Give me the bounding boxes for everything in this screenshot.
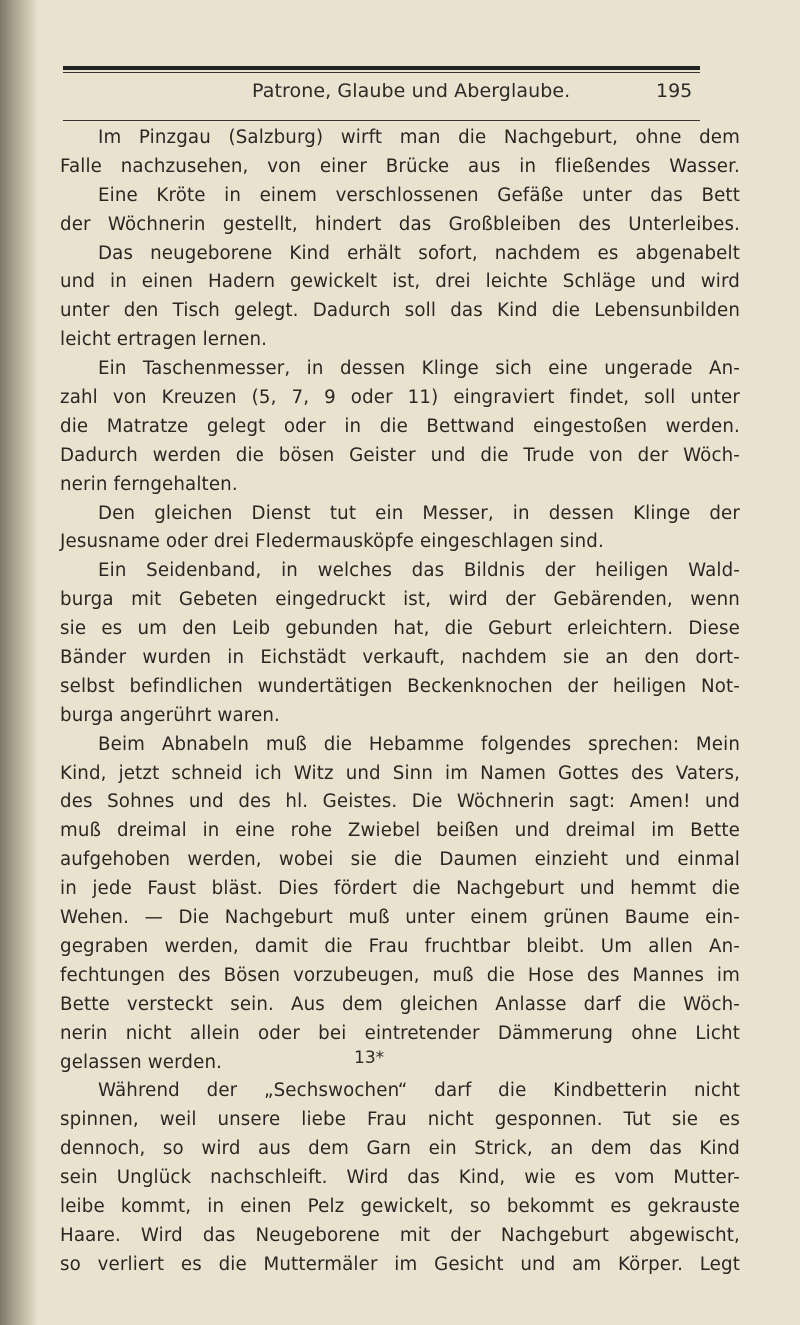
text-line: gegraben werden, damit die Frau fruchtbar bleibt. Um allen An- [60, 935, 740, 957]
text-line: gelassen werden. [60, 1051, 223, 1073]
text-line: aufgehoben werden, wobei sie die Daumen einzieht und einmal [60, 849, 740, 871]
text-line: leibe kommt, in einen Pelz gewickelt, so bekommt es gekrauste [60, 1195, 740, 1217]
text-line: Ein Seidenband, in welches das Bildnis der heiligen Wald- [98, 560, 740, 582]
text-line: Kind, jetzt schneid ich Witz und Sinn im Namen Gottes des Vaters, [60, 762, 740, 784]
text-line: selbst befindlichen wundertätigen Beckenknochen der heiligen Not- [60, 675, 740, 697]
text-line: Bette versteckt sein. Aus dem gleichen Anlasse darf die Wöch- [60, 993, 740, 1015]
text-line: fechtungen des Bösen vorzubeugen, muß die Hose des Mannes im [60, 964, 740, 986]
body-text [60, 124, 740, 1280]
text-line: der Wöchnerin gestellt, hindert das Großbleiben des Unterleibes. [60, 213, 740, 235]
book-page [60, 0, 780, 1325]
text-line: Falle nachzusehen, von einer Brücke aus in fließendes Wasser. [60, 155, 740, 177]
text-line: Den gleichen Dienst tut ein Messer, in dessen Klinge der [98, 502, 740, 524]
header-rule-thick [63, 66, 700, 70]
text-line: sie es um den Leib gebunden hat, die Geburt erleichtern. Diese [60, 618, 740, 640]
text-line: Dadurch werden die bösen Geister und die Trude von der Wöch- [60, 444, 740, 466]
text-line: Während der „Sechswochen“ darf die Kindbetterin nicht [98, 1080, 740, 1102]
text-line: die Matratze gelegt oder in die Bettwand eingestoßen werden. [60, 415, 740, 437]
text-line: Im Pinzgau (Salzburg) wirft man die Nachgeburt, ohne dem [98, 127, 740, 148]
text-line: Wehen. — Die Nachgeburt muß unter einem grünen Baume ein- [60, 907, 740, 929]
text-line: Bänder wurden in Eichstädt verkauft, nachdem sie an den dort- [60, 647, 740, 669]
text-line: muß dreimal in eine rohe Zwiebel beißen und dreimal im Bette [60, 820, 740, 842]
text-line: so verliert es die Muttermäler im Gesicht und am Körper. Legt [60, 1253, 740, 1275]
text-line: nerin nicht allein oder bei eintretender Dämmerung ohne Licht [60, 1022, 740, 1044]
text-line: Eine Kröte in einem verschlossenen Gefäße unter das Bett [98, 184, 740, 206]
text-line: dennoch, so wird aus dem Garn ein Strick, an dem das Kind [60, 1138, 740, 1160]
text-line: sein Unglück nachschleift. Wird das Kind, wie es vom Mutter- [60, 1167, 740, 1189]
text-line: burga angerührt waren. [60, 704, 280, 726]
text-line: burga mit Gebeten eingedruckt ist, wird der Gebärenden, wenn [60, 589, 740, 611]
text-line: Jesusname oder drei Fledermausköpfe eingeschlagen sind. [60, 531, 604, 553]
running-head: Patrone, Glaube und Aberglaube. [252, 80, 571, 102]
text-line: Haare. Wird das Neugeborene mit der Nachgeburt abgewischt, [60, 1224, 740, 1246]
text-line: unter den Tisch gelegt. Dadurch soll das Kind die Lebensunbilden [60, 300, 740, 322]
text-line: und in einen Hadern gewickelt ist, drei leichte Schläge und wird [60, 271, 740, 293]
text-line: spinnen, weil unsere liebe Frau nicht gesponnen. Tut sie es [60, 1109, 740, 1131]
text-line: des Sohnes und des hl. Geistes. Die Wöchnerin sagt: Amen! und [60, 791, 740, 813]
text-line: Ein Taschenmesser, in dessen Klinge sich eine ungerade An- [98, 358, 740, 380]
text-line: zahl von Kreuzen (5, 7, 9 oder 11) eingraviert findet, soll unter [60, 387, 740, 409]
header-rule-bottom [63, 120, 700, 121]
header-rule-thin [63, 72, 700, 73]
text-line: leicht ertragen lernen. [60, 329, 268, 351]
printer-signature-mark: 13* [354, 1048, 385, 1068]
text-line: nerin ferngehalten. [60, 473, 238, 495]
text-line: Das neugeborene Kind erhält sofort, nachdem es abgenabelt [98, 242, 740, 264]
text-line: Beim Abnabeln muß die Hebamme folgendes sprechen: Mein [98, 733, 740, 755]
text-line: in jede Faust bläst. Dies fördert die Nachgeburt und hemmt die [60, 878, 740, 900]
book-spine-shadow [0, 0, 38, 1325]
page-number: 195 [656, 80, 693, 102]
